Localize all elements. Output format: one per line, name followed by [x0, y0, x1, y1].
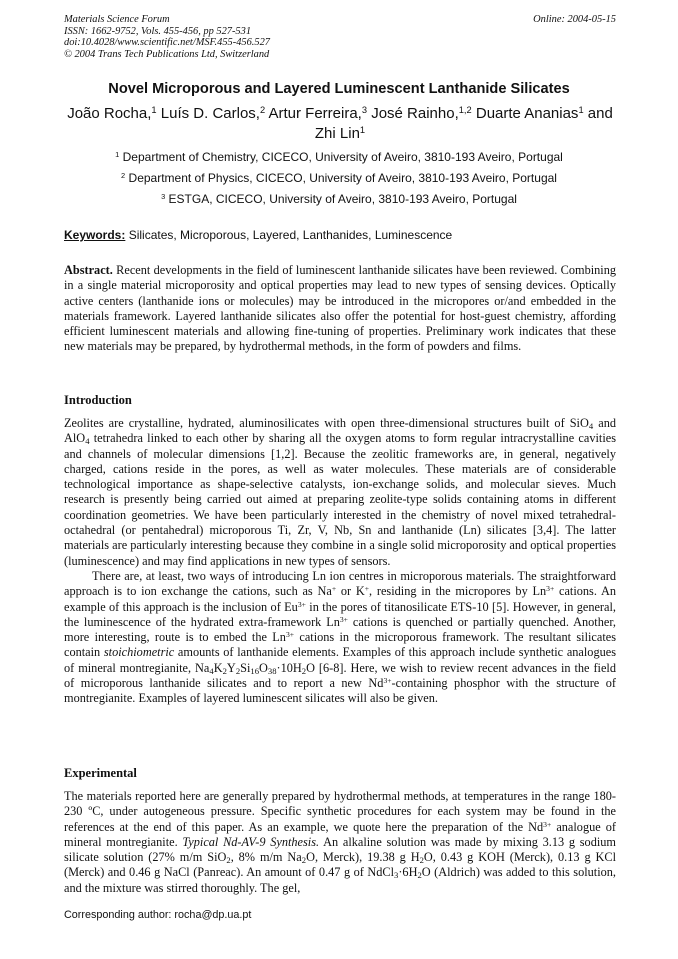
superscript: 3+	[383, 675, 392, 685]
subscript: 2	[226, 855, 231, 866]
text-run: Si	[240, 660, 251, 675]
abstract-label: Abstract.	[64, 263, 113, 277]
affiliation-text: ESTGA, CICECO, University of Aveiro, 3810-193 Aveiro, Portugal	[168, 192, 517, 206]
corresponding-author: Corresponding author: rocha@dp.ua.pt	[64, 909, 252, 921]
subscript: 2	[301, 665, 307, 676]
text-run: Zeolites are crystalline, hydrated, aluminosilicates with open three-dimensional structures built of SiO	[64, 416, 589, 430]
author-affil-mark: 1	[359, 124, 366, 135]
superscript: 3+	[339, 614, 348, 624]
journal-name: Materials Science Forum	[64, 14, 170, 25]
affiliation-number: 3	[161, 191, 166, 201]
text-run: analogue of mineral montregianite.	[64, 819, 616, 849]
subscript: 4	[209, 665, 214, 676]
text-run: cations. An example of this approach is the inclusion of Eu	[64, 584, 617, 614]
superscript: 3+	[546, 584, 555, 594]
text-run: amounts of lanthanide elements. Examples of this approach include synthetic analogues of mineral montregianite, Na	[64, 645, 616, 675]
abstract-text: Recent developments in the field of luminescent lanthanide silicates have been reviewed. Combining in a single material microporosity and optical properties may lead to new types of sensing devices. Optically active centers (lanthanide ions or molecules) may be introduced in the micropores or/and embedded in the materials framework. Layered lanthanide silicates also offer the potential for host-guest chemistry, affording efficient luminescent materials and allowing fine-tuning of properties. Preliminary work indicates that these new materials may be prepared, by hydrothermal methods, in the form of powders and films.	[64, 263, 616, 354]
text-run: cations in the microporous framework. The resultant silicates contain	[64, 630, 616, 660]
copyright-line: © 2004 Trans Tech Publications Ltd, Switzerland	[64, 48, 270, 60]
text-run: O [6-8]. Here, we wish to review recent advances in the field of microporous lanthanide silicates and to report a new Nd	[64, 660, 616, 691]
subscript: 16	[250, 665, 259, 676]
paragraph	[64, 416, 616, 569]
italic-run: Typical Nd-AV-9 Synthesis.	[182, 834, 320, 849]
text-run: K	[213, 660, 223, 675]
affiliation	[40, 192, 638, 206]
text-run: cations is quenched or partially quenched. Another, more interesting, route is to embed the Ln	[64, 614, 616, 645]
online-date: Online: 2004-05-15	[533, 14, 616, 25]
affiliation-number: 1	[115, 149, 120, 159]
superscript: +	[364, 584, 370, 594]
subscript: 2	[419, 855, 424, 866]
introduction-body	[64, 416, 616, 707]
text-run: in the pores of titanosilicate ETS-10 [5]. However, in general, the luminescence of the hydrated extra-framework Ln	[64, 599, 616, 629]
text-run: O, Merck), 19.38 g H	[306, 850, 420, 865]
italic-run: stoichiometric	[103, 645, 175, 660]
affiliation-number: 2	[121, 170, 126, 180]
subscript: 38	[267, 665, 277, 676]
text-run: The materials reported here are generally prepared by hydrothermal methods, at temperatures in the range 180-230 ºC, under autogeneous pressure. Specific synthetic procedures for each system may be found in the references at the end of this paper. As an example, we quote here the preparation of the Nd	[64, 789, 616, 834]
affiliation-text: Department of Chemistry, CICECO, University of Aveiro, 3810-193 Aveiro, Portugal	[122, 150, 563, 164]
paragraph	[64, 569, 616, 707]
subscript: 2	[417, 870, 422, 881]
text-run: O, 0.43 g KOH (Merck), 0.13 g KCl (Merck) and 0.46 g NaCl (Panreac). An amount of 0.47 g of NdCl	[64, 850, 616, 880]
keywords-line	[64, 228, 616, 242]
experimental-body	[64, 789, 616, 896]
author-name: Duarte Ananias	[475, 105, 579, 122]
superscript: 3+	[297, 599, 306, 609]
superscript: 3+	[285, 629, 295, 639]
subscript: 4	[588, 421, 594, 432]
text-run: or K	[336, 584, 365, 599]
affiliation-text: Department of Physics, CICECO, University of Aveiro, 3810-193 Aveiro, Portugal	[128, 171, 557, 185]
author-name: and Zhi Lin	[314, 105, 613, 142]
subscript: 4	[85, 436, 90, 447]
section-heading-introduction: Introduction	[64, 393, 132, 407]
text-run: An alkaline solution was made by mixing 3.13 g sodium silicate solution (27% m/m SiO	[64, 834, 616, 865]
text-run: Y	[226, 660, 236, 675]
text-run: , 8% m/m Na	[230, 850, 302, 865]
issn-line: ISSN: 1662-9752, Vols. 455-456, pp 527-531	[64, 25, 252, 37]
author-affil-mark: 3	[361, 104, 368, 115]
author-affil-mark: 1	[151, 104, 157, 115]
superscript: +	[331, 584, 337, 594]
superscript: 3+	[543, 819, 552, 829]
subscript: 3	[394, 870, 399, 881]
abstract	[64, 263, 616, 355]
text-run: O	[259, 660, 268, 675]
author-affil-mark: 1	[578, 104, 584, 115]
subscript: 2	[222, 665, 227, 676]
affiliation	[40, 150, 638, 164]
text-run: -containing phosphor with the structure of montregianite. Examples of layered luminescent silicates will also be given.	[64, 676, 616, 706]
keywords-label: Keywords:	[64, 228, 126, 242]
author-name: José Rainho,	[371, 105, 459, 122]
paragraph	[64, 789, 616, 896]
doi-line: doi:10.4028/www.scientific.net/MSF.455-456.527	[64, 37, 270, 49]
text-run: tetrahedra linked to each other by sharing all the oxygen atoms to form regular intracrystalline cavities and channels of molecular dimensions [1,2]. Because the zeolitic frameworks are, in general, negatively charged, cations reside in the pores, as well as water molecules. These materials are of considerable technological importance as shape-selective catalysts, ion-exchange solids, and molecular sieves. Much research is presently being carried out aimed at preparing zeolite-type solids containing atoms in different coordination geometries. We have been particularly interested in the chemistry of novel mixed tetrahedral-octahedral (or pentahedral) microporous Ti, Zr, V, Nb, Sn and lanthanide (Ln) silicates [3,4]. The latter materials are particularly interesting because they combine in a single solid microporosity and optical properties (luminescence) and may find applications in new types of sensors.	[64, 431, 616, 568]
text-run: , residing in the micropores by Ln	[369, 584, 547, 599]
text-run: and AlO	[64, 416, 616, 446]
subscript: 2	[301, 855, 307, 866]
keywords-text: Silicates, Microporous, Layered, Lanthanides, Luminescence	[128, 228, 453, 242]
author-affil-mark: 1,2	[458, 104, 472, 115]
paper-title: Novel Microporous and Layered Luminescent Lanthanide Silicates	[108, 81, 570, 97]
text-run: ·6H	[398, 865, 418, 880]
section-heading-experimental: Experimental	[64, 766, 137, 780]
affiliation	[40, 171, 638, 185]
text-run: O (Aldrich) was added to this solution, and the mixture was stirred thoroughly. The gel,	[64, 865, 616, 895]
text-run: ·10H	[276, 660, 302, 675]
text-run: There are, at least, two ways of introducing Ln ion centres in microporous materials. The straightforward approach is to ion exchange the cations, such as Na	[64, 568, 616, 599]
author-name: João Rocha,	[67, 105, 152, 122]
subscript: 2	[235, 665, 241, 676]
author-affil-mark: 2	[259, 104, 266, 115]
author-name: Artur Ferreira,	[268, 105, 362, 122]
author-list	[64, 104, 616, 144]
author-name: Luís D. Carlos,	[160, 105, 260, 122]
journal-header	[64, 14, 616, 60]
